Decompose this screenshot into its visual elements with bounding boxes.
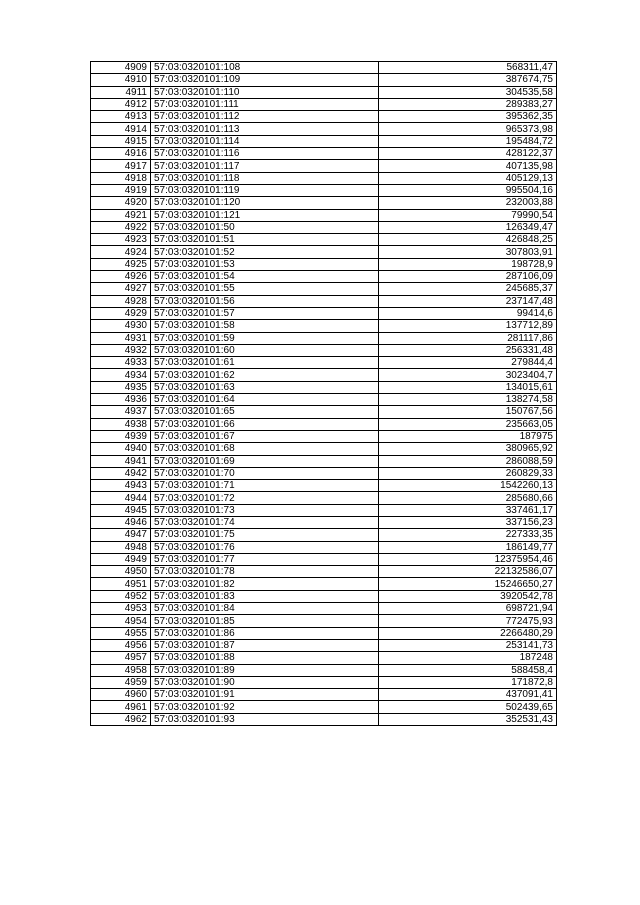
value-cell: 279844,4 [379,357,557,369]
value-cell: 1542260,13 [379,480,557,492]
cadastral-number-cell: 57:03:0320101:114 [151,135,379,147]
cadastral-number-cell: 57:03:0320101:83 [151,590,379,602]
cadastral-number-cell: 57:03:0320101:119 [151,184,379,196]
row-number-cell: 4910 [91,74,151,86]
table-row [91,455,557,467]
cadastral-number-cell: 57:03:0320101:67 [151,430,379,442]
row-number-cell: 4916 [91,148,151,160]
table-row [91,443,557,455]
value-cell: 285680,66 [379,492,557,504]
value-cell: 698721,94 [379,603,557,615]
cadastral-number-cell: 57:03:0320101:93 [151,713,379,725]
row-number-cell: 4952 [91,590,151,602]
cadastral-number-cell: 57:03:0320101:68 [151,443,379,455]
value-cell: 289383,27 [379,98,557,110]
cadastral-number-cell: 57:03:0320101:87 [151,639,379,651]
value-cell: 235663,05 [379,418,557,430]
value-cell: 186149,77 [379,541,557,553]
value-cell: 150767,56 [379,406,557,418]
row-number-cell: 4931 [91,332,151,344]
value-cell: 126349,47 [379,221,557,233]
cadastral-number-cell: 57:03:0320101:62 [151,369,379,381]
cadastral-number-cell: 57:03:0320101:85 [151,615,379,627]
value-cell: 227333,35 [379,529,557,541]
value-cell: 256331,48 [379,344,557,356]
table-row [91,357,557,369]
table-row [91,283,557,295]
value-cell: 198728,9 [379,258,557,270]
cadastral-number-cell: 57:03:0320101:61 [151,357,379,369]
row-number-cell: 4927 [91,283,151,295]
cadastral-number-cell: 57:03:0320101:54 [151,271,379,283]
cadastral-number-cell: 57:03:0320101:117 [151,160,379,172]
cadastral-number-cell: 57:03:0320101:82 [151,578,379,590]
value-cell: 588458,4 [379,664,557,676]
row-number-cell: 4960 [91,689,151,701]
table-row [91,98,557,110]
table-row [91,295,557,307]
value-cell: 260829,33 [379,467,557,479]
table-row [91,160,557,172]
row-number-cell: 4917 [91,160,151,172]
row-number-cell: 4928 [91,295,151,307]
table-row [91,529,557,541]
cadastral-number-cell: 57:03:0320101:86 [151,627,379,639]
table-row [91,246,557,258]
cadastral-number-cell: 57:03:0320101:116 [151,148,379,160]
value-cell: 187975 [379,430,557,442]
row-number-cell: 4913 [91,111,151,123]
row-number-cell: 4914 [91,123,151,135]
table-row [91,590,557,602]
value-cell: 15246650,27 [379,578,557,590]
row-number-cell: 4950 [91,566,151,578]
table-row [91,541,557,553]
cadastral-number-cell: 57:03:0320101:58 [151,320,379,332]
cadastral-value-table [90,61,557,726]
cadastral-number-cell: 57:03:0320101:66 [151,418,379,430]
value-cell: 965373,98 [379,123,557,135]
table-row [91,639,557,651]
table-row [91,627,557,639]
value-cell: 387674,75 [379,74,557,86]
cadastral-number-cell: 57:03:0320101:69 [151,455,379,467]
value-cell: 187248 [379,652,557,664]
value-cell: 405129,13 [379,172,557,184]
row-number-cell: 4919 [91,184,151,196]
table-row [91,652,557,664]
value-cell: 2266480,29 [379,627,557,639]
table-row [91,553,557,565]
row-number-cell: 4921 [91,209,151,221]
value-cell: 22132586,07 [379,566,557,578]
row-number-cell: 4940 [91,443,151,455]
cadastral-number-cell: 57:03:0320101:65 [151,406,379,418]
value-cell: 995504,16 [379,184,557,196]
row-number-cell: 4911 [91,86,151,98]
row-number-cell: 4939 [91,430,151,442]
table-row [91,332,557,344]
cadastral-number-cell: 57:03:0320101:109 [151,74,379,86]
row-number-cell: 4932 [91,344,151,356]
table-row [91,713,557,725]
table-row [91,467,557,479]
table-row [91,184,557,196]
value-cell: 395362,35 [379,111,557,123]
table-row [91,615,557,627]
cadastral-number-cell: 57:03:0320101:56 [151,295,379,307]
cadastral-number-cell: 57:03:0320101:51 [151,234,379,246]
value-cell: 134015,61 [379,381,557,393]
value-cell: 502439,65 [379,701,557,713]
row-number-cell: 4962 [91,713,151,725]
table-row [91,86,557,98]
table-row [91,516,557,528]
cadastral-number-cell: 57:03:0320101:53 [151,258,379,270]
cadastral-number-cell: 57:03:0320101:112 [151,111,379,123]
cadastral-number-cell: 57:03:0320101:71 [151,480,379,492]
row-number-cell: 4909 [91,62,151,74]
value-cell: 245685,37 [379,283,557,295]
value-cell: 137712,89 [379,320,557,332]
value-cell: 281117,86 [379,332,557,344]
row-number-cell: 4915 [91,135,151,147]
cadastral-number-cell: 57:03:0320101:121 [151,209,379,221]
cadastral-number-cell: 57:03:0320101:72 [151,492,379,504]
row-number-cell: 4959 [91,676,151,688]
table-row [91,344,557,356]
table-row [91,234,557,246]
row-number-cell: 4947 [91,529,151,541]
table-row [91,320,557,332]
row-number-cell: 4954 [91,615,151,627]
value-cell: 304535,58 [379,86,557,98]
table-row [91,369,557,381]
value-cell: 253141,73 [379,639,557,651]
row-number-cell: 4934 [91,369,151,381]
table-row [91,123,557,135]
table-row [91,74,557,86]
cadastral-number-cell: 57:03:0320101:118 [151,172,379,184]
table-row [91,418,557,430]
cadastral-number-cell: 57:03:0320101:55 [151,283,379,295]
table-row [91,578,557,590]
cadastral-number-cell: 57:03:0320101:63 [151,381,379,393]
value-cell: 3023404,7 [379,369,557,381]
table-row [91,406,557,418]
row-number-cell: 4935 [91,381,151,393]
table-row [91,172,557,184]
value-cell: 568311,47 [379,62,557,74]
table-row [91,62,557,74]
row-number-cell: 4933 [91,357,151,369]
row-number-cell: 4948 [91,541,151,553]
value-cell: 428122,37 [379,148,557,160]
row-number-cell: 4958 [91,664,151,676]
row-number-cell: 4938 [91,418,151,430]
table-row [91,566,557,578]
table-row [91,689,557,701]
table-row [91,664,557,676]
table-row [91,307,557,319]
value-cell: 407135,98 [379,160,557,172]
cadastral-number-cell: 57:03:0320101:77 [151,553,379,565]
cadastral-number-cell: 57:03:0320101:108 [151,62,379,74]
table-row [91,676,557,688]
cadastral-number-cell: 57:03:0320101:64 [151,394,379,406]
row-number-cell: 4941 [91,455,151,467]
table-row [91,209,557,221]
row-number-cell: 4918 [91,172,151,184]
cadastral-number-cell: 57:03:0320101:60 [151,344,379,356]
table-row [91,135,557,147]
row-number-cell: 4923 [91,234,151,246]
value-cell: 286088,59 [379,455,557,467]
table-row [91,394,557,406]
row-number-cell: 4942 [91,467,151,479]
table-row [91,603,557,615]
row-number-cell: 4922 [91,221,151,233]
cadastral-number-cell: 57:03:0320101:73 [151,504,379,516]
value-cell: 195484,72 [379,135,557,147]
cadastral-number-cell: 57:03:0320101:92 [151,701,379,713]
row-number-cell: 4951 [91,578,151,590]
table-row [91,271,557,283]
row-number-cell: 4937 [91,406,151,418]
value-cell: 307803,91 [379,246,557,258]
row-number-cell: 4946 [91,516,151,528]
row-number-cell: 4961 [91,701,151,713]
table-row [91,504,557,516]
row-number-cell: 4936 [91,394,151,406]
table-row [91,148,557,160]
row-number-cell: 4944 [91,492,151,504]
table-row [91,480,557,492]
cadastral-number-cell: 57:03:0320101:76 [151,541,379,553]
value-cell: 287106,09 [379,271,557,283]
value-cell: 12375954,46 [379,553,557,565]
value-cell: 337461,17 [379,504,557,516]
value-cell: 171872,8 [379,676,557,688]
row-number-cell: 4912 [91,98,151,110]
cadastral-number-cell: 57:03:0320101:59 [151,332,379,344]
value-cell: 380965,92 [379,443,557,455]
table-row [91,381,557,393]
value-cell: 232003,88 [379,197,557,209]
value-cell: 772475,93 [379,615,557,627]
table-row [91,492,557,504]
cadastral-number-cell: 57:03:0320101:113 [151,123,379,135]
value-cell: 426848,25 [379,234,557,246]
row-number-cell: 4955 [91,627,151,639]
value-cell: 138274,58 [379,394,557,406]
table-row [91,221,557,233]
cadastral-number-cell: 57:03:0320101:88 [151,652,379,664]
table-row [91,258,557,270]
row-number-cell: 4926 [91,271,151,283]
cadastral-number-cell: 57:03:0320101:91 [151,689,379,701]
value-cell: 3920542,78 [379,590,557,602]
value-cell: 337156,23 [379,516,557,528]
row-number-cell: 4945 [91,504,151,516]
table-row [91,197,557,209]
cadastral-number-cell: 57:03:0320101:90 [151,676,379,688]
value-cell: 99414,6 [379,307,557,319]
row-number-cell: 4925 [91,258,151,270]
row-number-cell: 4949 [91,553,151,565]
table-row [91,111,557,123]
cadastral-number-cell: 57:03:0320101:89 [151,664,379,676]
cadastral-number-cell: 57:03:0320101:75 [151,529,379,541]
cadastral-number-cell: 57:03:0320101:120 [151,197,379,209]
cadastral-number-cell: 57:03:0320101:50 [151,221,379,233]
row-number-cell: 4943 [91,480,151,492]
row-number-cell: 4957 [91,652,151,664]
table-row [91,701,557,713]
cadastral-number-cell: 57:03:0320101:111 [151,98,379,110]
cadastral-number-cell: 57:03:0320101:110 [151,86,379,98]
cadastral-number-cell: 57:03:0320101:57 [151,307,379,319]
table-body [91,62,557,726]
row-number-cell: 4920 [91,197,151,209]
row-number-cell: 4930 [91,320,151,332]
value-cell: 352531,43 [379,713,557,725]
cadastral-number-cell: 57:03:0320101:78 [151,566,379,578]
cadastral-number-cell: 57:03:0320101:74 [151,516,379,528]
row-number-cell: 4956 [91,639,151,651]
value-cell: 237147,48 [379,295,557,307]
row-number-cell: 4953 [91,603,151,615]
table-row [91,430,557,442]
value-cell: 79990,54 [379,209,557,221]
cadastral-number-cell: 57:03:0320101:84 [151,603,379,615]
row-number-cell: 4929 [91,307,151,319]
cadastral-number-cell: 57:03:0320101:70 [151,467,379,479]
cadastral-number-cell: 57:03:0320101:52 [151,246,379,258]
value-cell: 437091,41 [379,689,557,701]
row-number-cell: 4924 [91,246,151,258]
